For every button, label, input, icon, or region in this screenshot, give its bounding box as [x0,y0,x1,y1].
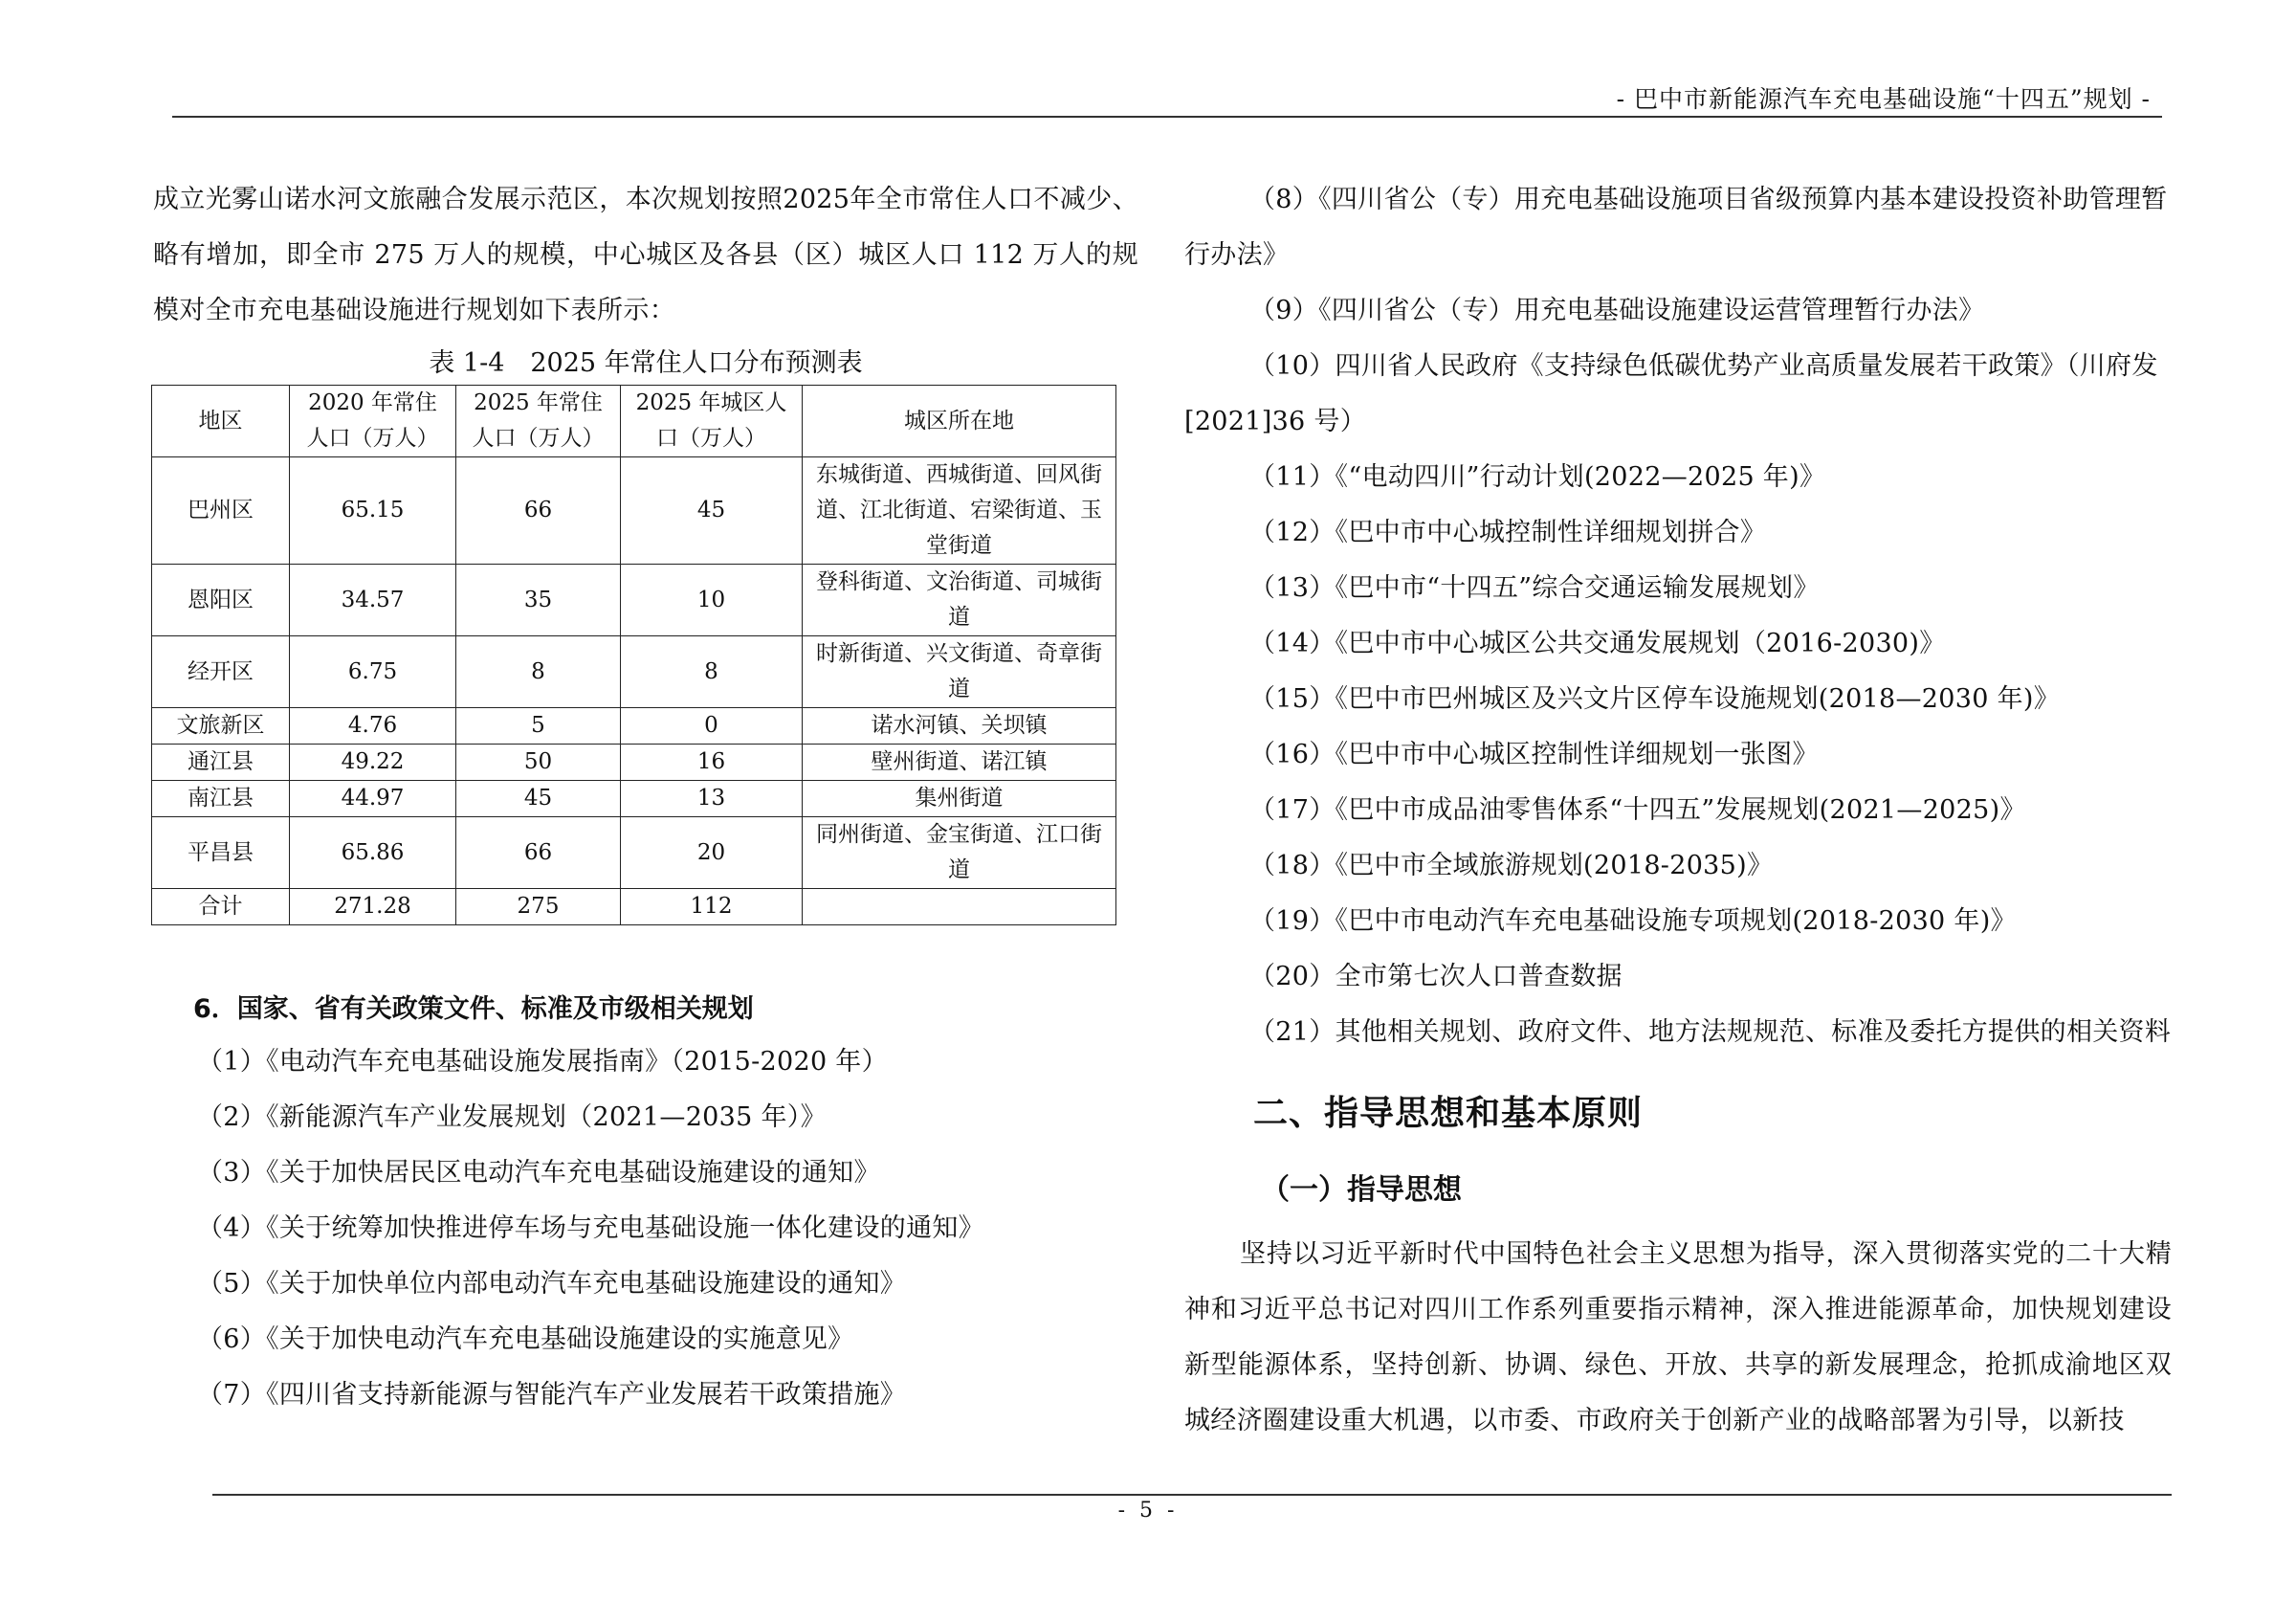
cell-location: 同州街道、金宝街道、江口街道 [803,817,1116,889]
table-row [152,708,1116,745]
cell-pop2020: 6.75 [290,636,456,708]
cell-location [803,889,1116,925]
cell-pop2020: 65.15 [290,457,456,565]
reference-item: （10）四川省人民政府《支持绿色低碳优势产业高质量发展若干政策》（川府发 [1249,351,2158,381]
cell-pop2025: 45 [456,781,621,817]
section-title: 6．国家、省有关政策文件、标准及市级相关规划 [193,994,754,1024]
reference-item: （6）《关于加快电动汽车充电基础设施建设的实施意见》 [197,1324,854,1354]
cell-pop2020: 271.28 [290,889,456,925]
body-paragraph: 坚持以习近平新时代中国特色社会主义思想为指导，深入贯彻落实党的二十大精神和习近平总书记对四川工作系列重要指示精神，深入推进能源革命，加快规划建设新型能源体系，坚持创新、协调、绿色、开放、共享的新发展理念，抢抓成渝地区双城经济圈建设重大机遇，以市委、市政府关于创新产业的战略部署为引导，以新技 [1184,1239,2172,1435]
cell-pop2025: 275 [456,889,621,925]
page-header-title: - 巴中市新能源汽车充电基础设施“十四五”规划 - [1616,85,2151,113]
table-row [152,745,1116,781]
left-column [153,172,1138,1423]
cell-pop2025: 8 [456,636,621,708]
cell-region: 南江县 [152,781,290,817]
table-row [152,817,1116,889]
cell-urban2025: 16 [621,745,803,781]
table-caption: 表 1-4 2025 年常住人口分布预测表 [429,348,863,378]
cell-urban2025: 13 [621,781,803,817]
cell-location: 集州街道 [803,781,1116,817]
cell-region: 恩阳区 [152,565,290,636]
reference-item: （15）《巴中市巴州城区及兴文片区停车设施规划(2018—2030 年)》 [1249,684,2061,714]
cell-urban2025: 8 [621,636,803,708]
reference-item: （4）《关于统筹加快推进停车场与充电基础设施一体化建设的通知》 [197,1213,984,1243]
reference-item: （14）《巴中市中心城区公共交通发展规划（2016-2030)》 [1249,629,1946,658]
cell-pop2020: 65.86 [290,817,456,889]
page-number: - 5 - [1117,1499,1179,1523]
intro-paragraph: 成立光雾山诺水河文旅融合发展示范区，本次规划按照2025年全市常住人口不减少、略有增加，即全市 275 万人的规模，中心城区及各县（区）城区人口 112 万人的规模对全市充电基础设施进行规划如下表所示： [153,185,1138,325]
header-cell: 地区 [152,386,290,457]
footer-rule [212,1494,2172,1496]
reference-item: （17）《巴中市成品油零售体系“十四五”发展规划(2021—2025)》 [1249,795,2026,825]
cell-location: 诺水河镇、关坝镇 [803,708,1116,745]
table-row [152,781,1116,817]
cell-location: 壁州街道、诺江镇 [803,745,1116,781]
cell-region: 经开区 [152,636,290,708]
reference-item: （21）其他相关规划、政府文件、地方法规规范、标准及委托方提供的相关资料 [1249,1017,2172,1047]
header-cell: 2020 年常住人口（万人） [290,386,456,457]
cell-region: 巴州区 [152,457,290,565]
cell-pop2020: 49.22 [290,745,456,781]
cell-region: 文旅新区 [152,708,290,745]
reference-item: （12）《巴中市中心城控制性详细规划拼合》 [1249,518,1767,547]
cell-region: 通江县 [152,745,290,781]
table-row [152,636,1116,708]
cell-location: 登科街道、文治街道、司城街道 [803,565,1116,636]
cell-pop2025: 5 [456,708,621,745]
cell-location: 东城街道、西城街道、回风街道、江北街道、宕梁街道、玉堂街道 [803,457,1116,565]
reference-item: （7）《四川省支持新能源与智能汽车产业发展若干政策措施》 [197,1380,907,1410]
cell-region: 平昌县 [152,817,290,889]
cell-location: 时新街道、兴文街道、奇章街道 [803,636,1116,708]
chapter-heading: 二、指导思想和基本原则 [1253,1094,1644,1133]
header-cell: 2025 年城区人口（万人） [621,386,803,457]
reference-item: （2）《新能源汽车产业发展规划（2021—2035 年）》 [197,1102,827,1132]
reference-item: （13）《巴中市“十四五”综合交通运输发展规划》 [1249,573,1820,603]
cell-region: 合计 [152,889,290,925]
cell-pop2020: 34.57 [290,565,456,636]
table-row [152,565,1116,636]
cell-pop2020: 44.97 [290,781,456,817]
reference-item: （1）《电动汽车充电基础设施发展指南》（2015-2020 年） [197,1047,888,1077]
section-heading: （一）指导思想 [1261,1173,1462,1207]
reference-item: （19）《巴中市电动汽车充电基础设施专项规划(2018-2030 年)》 [1249,906,2017,936]
cell-urban2025: 112 [621,889,803,925]
table-row [152,457,1116,565]
reference-item: （16）《巴中市中心城区控制性详细规划一张图》 [1249,740,1819,769]
reference-item: （20）全市第七次人口普查数据 [1249,962,1623,991]
reference-item-continued: 行办法》 [1184,240,1290,270]
reference-item: （5）《关于加快单位内部电动汽车充电基础设施建设的通知》 [197,1269,907,1299]
header-rule [172,116,2162,118]
cell-pop2025: 35 [456,565,621,636]
reference-item-continued: [2021]36 号） [1184,407,1367,436]
cell-urban2025: 45 [621,457,803,565]
reference-item: （18）《巴中市全域旅游规划(2018-2035)》 [1249,851,1774,880]
reference-item: （11）《“电动四川”行动计划(2022—2025 年)》 [1249,462,1826,492]
reference-item: （9）《四川省公（专）用充电基础设施建设运营管理暂行办法》 [1249,296,1985,325]
cell-urban2025: 0 [621,708,803,745]
cell-pop2025: 66 [456,817,621,889]
cell-urban2025: 10 [621,565,803,636]
table-total-row [152,889,1116,925]
header-cell: 城区所在地 [803,386,1116,457]
cell-urban2025: 20 [621,817,803,889]
cell-pop2025: 66 [456,457,621,565]
cell-pop2025: 50 [456,745,621,781]
header-cell: 2025 年常住人口（万人） [456,386,621,457]
right-column [1184,172,2172,1449]
table-header-row [152,386,1116,457]
reference-item: （3）《关于加快居民区电动汽车充电基础设施建设的通知》 [197,1158,880,1188]
population-table [151,385,1116,925]
reference-item: （8）《四川省公（专）用充电基础设施项目省级预算内基本建设投资补助管理暂 [1249,185,2168,214]
cell-pop2020: 4.76 [290,708,456,745]
